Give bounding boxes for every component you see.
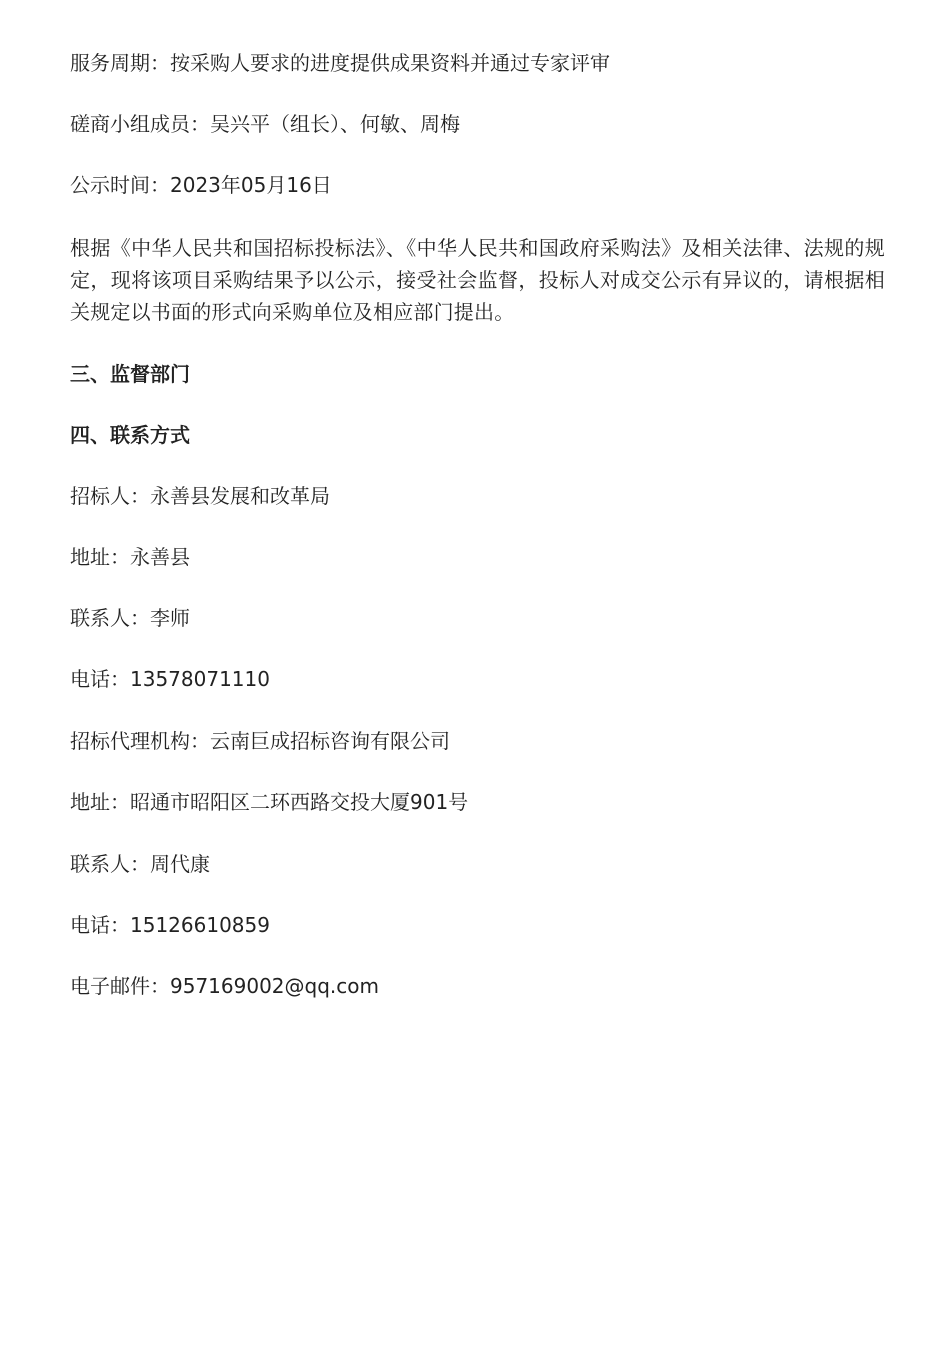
tenderer-phone-line: 电话：13578071110: [70, 667, 270, 691]
agency-name-line: 招标代理机构：云南巨成招标咨询有限公司: [70, 729, 450, 753]
publicity-time-line: 公示时间：2023年05月16日: [70, 173, 332, 197]
agency-email-line: 电子邮件：957169002@qq.com: [70, 974, 379, 998]
tenderer-name-line: 招标人：永善县发展和改革局: [70, 484, 330, 508]
section-heading-supervision: 三、监督部门: [70, 362, 190, 386]
section-heading-contact: 四、联系方式: [70, 423, 190, 447]
service-period-line: 服务周期：按采购人要求的进度提供成果资料并通过专家评审: [70, 51, 610, 75]
agency-phone-line: 电话：15126610859: [70, 913, 270, 937]
agency-address-line: 地址：昭通市昭阳区二环西路交投大厦901号: [70, 790, 469, 814]
notice-paragraph: 根据《中华人民共和国招标投标法》、《中华人民共和国政府采购法》及相关法律、法规的规定，现将该项目采购结果予以公示，接受社会监督，投标人对成交公示有异议的，请根据相关规定以书面的形式向采购单位及相应部门提出。: [70, 236, 885, 324]
tenderer-address-line: 地址：永善县: [70, 545, 190, 569]
tenderer-contact-line: 联系人：李师: [70, 606, 190, 630]
agency-contact-line: 联系人：周代康: [70, 852, 210, 876]
panel-members-line: 磋商小组成员：吴兴平（组长）、何敏、周梅: [70, 112, 460, 136]
